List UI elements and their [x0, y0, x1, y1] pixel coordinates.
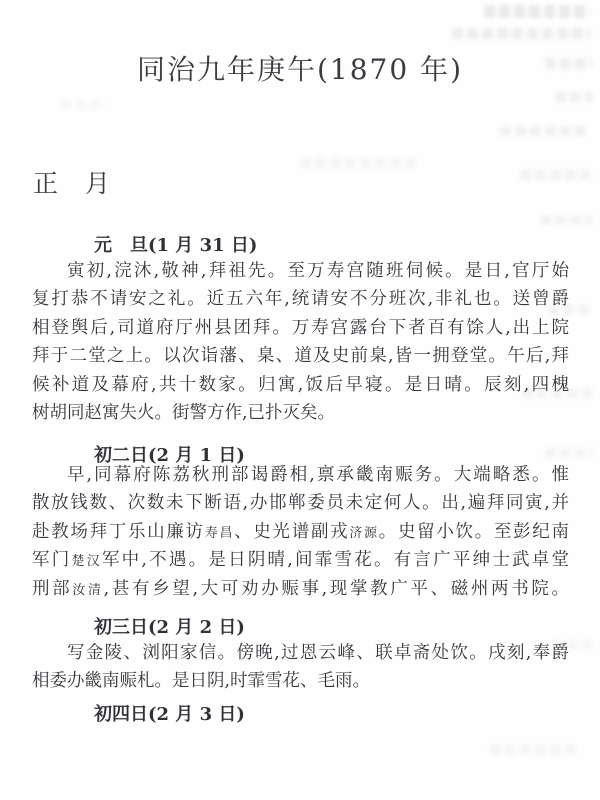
text-line	[32, 257, 569, 285]
bleed-through-smudge	[540, 215, 592, 225]
text-segment: 相登舆后,司道府厅州县团拜。万寿宫露台下者百有馀人,出上院	[32, 317, 569, 338]
entry-body-day2	[32, 461, 569, 603]
text-line	[32, 518, 569, 546]
text-segment: 。史留小饮。至彭纪南	[378, 521, 569, 542]
text-segment: 候补道及幕府,共十数家。归寓,饭后早寝。是日晴。辰刻,四槐	[32, 374, 569, 395]
text-segment: 刑部	[32, 578, 73, 599]
entry-heading-day4: 初四日(2 月 3 日)	[94, 704, 245, 725]
year-title: 同治九年庚午(1870 年)	[136, 53, 463, 86]
text-line	[32, 489, 569, 517]
text-line	[32, 546, 569, 574]
text-line	[32, 667, 569, 695]
text-segment: 拜于二堂之上。以次诣藩、臬、道及史前臬,皆一拥登堂。午后,拜	[32, 346, 569, 367]
bleed-through-smudge	[500, 126, 588, 136]
bleed-through-smudge	[60, 100, 106, 109]
name-gloss: 寿昌	[204, 525, 235, 541]
entry-heading-day2: 初二日(2 月 1 日)	[94, 445, 245, 466]
text-segment: 散放钱数、次数未下断语,办邯郸委员未定何人。出,遍拜同寅,并	[32, 493, 569, 514]
text-segment: ,甚有乡望,大可劝办赈事,现掌教广平、磁州两书院。	[103, 578, 569, 599]
text-line	[32, 371, 569, 399]
text-segment: 赴教场拜丁乐山廉访	[32, 521, 205, 542]
text-line	[32, 285, 569, 313]
text-line	[32, 461, 569, 489]
bleed-through-smudge	[520, 170, 590, 180]
bleed-through-smudge	[545, 448, 593, 458]
name-gloss: 济源	[349, 525, 379, 541]
name-gloss: 汝清	[72, 582, 104, 598]
month-heading: 正 月	[33, 169, 112, 198]
text-segment: 复打恭不请安之礼。近五六年,统请安不分班次,非礼也。送曾爵	[32, 289, 569, 310]
entry-body-yuandan	[32, 257, 569, 427]
text-line	[32, 575, 569, 603]
bleed-through-smudge	[490, 745, 580, 755]
entry-body-day3	[32, 639, 569, 696]
bleed-through-smudge	[452, 28, 590, 39]
text-segment: 写金陵、浏阳家信。傍晚,过恩云峰、联卓斋处饮。戌刻,奉爵	[67, 643, 569, 663]
text-segment: 相委办畿南赈札。是日阴,时霏雪花、毛雨。	[32, 671, 371, 692]
bleed-through-smudge	[555, 92, 593, 102]
entry-heading-yuandan: 元 旦(1 月 31 日)	[94, 235, 258, 256]
entry-heading-day3: 初三日(2 月 2 日)	[94, 617, 245, 638]
text-line	[32, 342, 569, 370]
text-line	[32, 639, 569, 667]
text-segment: 寅初,浣沐,敬神,拜祖先。至万寿宫随班伺候。是日,官厅始	[67, 261, 569, 281]
text-line	[32, 314, 569, 342]
name-gloss: 楚汉	[71, 554, 102, 570]
text-segment: 、史光谱副戎	[234, 521, 350, 542]
text-segment: 军中,不遇。是日阴晴,间霏雪花。有言广平绅士武卓堂	[101, 550, 569, 571]
text-segment: 树胡同赵寓失火。街警方作,已扑灭矣。	[32, 402, 336, 423]
bleed-through-smudge	[300, 158, 420, 168]
text-line	[32, 399, 569, 427]
text-segment: 早,同幕府陈荔秋刑部谒爵相,禀承畿南赈务。大端略悉。惟	[67, 465, 569, 485]
bleed-through-smudge	[484, 5, 590, 18]
text-segment: 军门	[32, 550, 72, 571]
